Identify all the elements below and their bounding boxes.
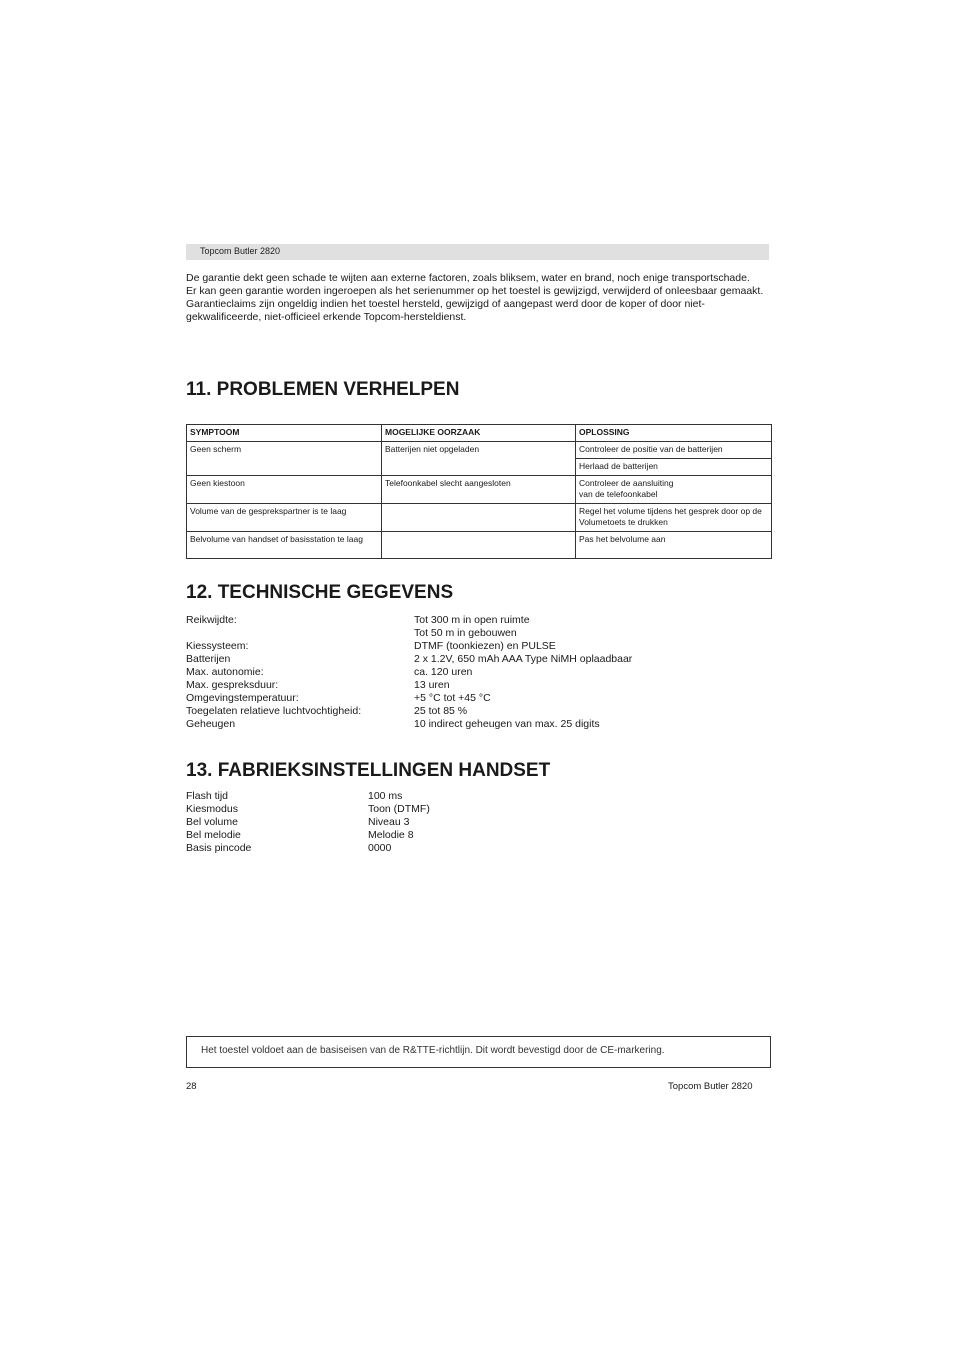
spec-row bbox=[186, 640, 706, 653]
setting-label: Bel melodie bbox=[186, 829, 241, 841]
solution-cell: Controleer de positie van de batterijen bbox=[576, 442, 772, 459]
spec-value: 13 uren bbox=[414, 679, 450, 691]
spec-row bbox=[186, 679, 706, 692]
spec-value: Tot 300 m in open ruimte bbox=[414, 614, 530, 626]
spec-label: Reikwijdte: bbox=[186, 614, 237, 626]
footer-brand: Topcom Butler 2820 bbox=[668, 1081, 753, 1092]
section-12-title: 12. TECHNISCHE GEGEVENS bbox=[186, 582, 454, 603]
spec-label: Geheugen bbox=[186, 718, 236, 730]
symptom-cell: Belvolume van handset of basisstation te laag bbox=[187, 532, 382, 559]
spec-label: Omgevingstemperatuur: bbox=[186, 692, 299, 704]
setting-value: 0000 bbox=[368, 842, 392, 854]
spec-row bbox=[186, 666, 706, 679]
symptom-cell: Geen kiestoon bbox=[187, 476, 382, 504]
spec-value: +5 °C tot +45 °C bbox=[414, 692, 491, 704]
spec-row bbox=[186, 614, 706, 627]
setting-value: Toon (DTMF) bbox=[368, 803, 430, 815]
solution-cell: Herlaad de batterijen bbox=[576, 459, 772, 476]
solution-line: Controleer de aansluiting bbox=[579, 478, 674, 488]
solution-line: van de telefoonkabel bbox=[579, 489, 658, 499]
technical-specs bbox=[186, 614, 706, 731]
troubleshooting-table bbox=[186, 424, 772, 559]
symptom-cell: Geen scherm bbox=[187, 442, 382, 476]
spec-label: Max. autonomie: bbox=[186, 666, 264, 678]
setting-row bbox=[186, 816, 586, 829]
cause-cell bbox=[382, 532, 576, 559]
symptom-cell: Volume van de gesprekspartner is te laag bbox=[187, 504, 382, 532]
spec-row bbox=[186, 653, 706, 666]
spec-row bbox=[186, 627, 706, 640]
setting-label: Bel volume bbox=[186, 816, 238, 828]
spec-label: Toegelaten relatieve luchtvochtigheid: bbox=[186, 705, 362, 717]
header-solution: OPLOSSING bbox=[576, 425, 772, 442]
cause-cell: Batterijen niet opgeladen bbox=[382, 442, 576, 476]
setting-row bbox=[186, 803, 586, 816]
table-row bbox=[187, 476, 772, 504]
spec-value: 10 indirect geheugen van max. 25 digits bbox=[414, 718, 600, 730]
setting-label: Kiesmodus bbox=[186, 803, 238, 815]
setting-value: Niveau 3 bbox=[368, 816, 410, 828]
spec-value: 25 tot 85 % bbox=[414, 705, 468, 717]
cause-cell bbox=[382, 504, 576, 532]
spec-value: Tot 50 m in gebouwen bbox=[414, 627, 517, 639]
setting-label: Flash tijd bbox=[186, 790, 229, 802]
spec-value: DTMF (toonkiezen) en PULSE bbox=[414, 640, 556, 652]
spec-row bbox=[186, 692, 706, 705]
section-13-title: 13. FABRIEKSINSTELLINGEN HANDSET bbox=[186, 760, 551, 781]
factory-settings bbox=[186, 790, 586, 855]
solution-cell: Regel het volume tijdens het gesprek door op de Volumetoets te drukken bbox=[576, 504, 772, 532]
table-header-row bbox=[187, 425, 772, 442]
table-row bbox=[187, 504, 772, 532]
spec-row bbox=[186, 705, 706, 718]
spec-value: 2 x 1.2V, 650 mAh AAA Type NiMH oplaadbaar bbox=[414, 653, 633, 665]
spec-row bbox=[186, 718, 706, 731]
spec-label: Kiessysteem: bbox=[186, 640, 249, 652]
intro-paragraph: Er kan geen garantie worden ingeroepen als het serienummer op het toestel is gewijzigd, verwijderd of onleesbaar gemaakt. bbox=[186, 285, 764, 297]
spec-label: Max. gespreksduur: bbox=[186, 679, 279, 691]
table-row bbox=[187, 442, 772, 459]
setting-row bbox=[186, 829, 586, 842]
spec-label: Batterijen bbox=[186, 653, 231, 665]
compliance-box bbox=[186, 1036, 771, 1068]
section-11-title: 11. PROBLEMEN VERHELPEN bbox=[186, 379, 460, 400]
header-symptom: SYMPTOOM bbox=[187, 425, 382, 442]
setting-label: Basis pincode bbox=[186, 842, 252, 854]
setting-row bbox=[186, 790, 586, 803]
intro-paragraph: Garantieclaims zijn ongeldig indien het toestel hersteld, gewijzigd of aangepast werd door de koper of door niet-gekwalificeerde, niet-officieel erkende Topcom-hersteldienst. bbox=[186, 298, 705, 323]
warranty-text bbox=[186, 272, 771, 324]
intro-paragraph: De garantie dekt geen schade te wijten aan externe factoren, zoals bliksem, water en brand, noch enige transportschade. bbox=[186, 272, 750, 284]
compliance-note: Het toestel voldoet aan de basiseisen van de R&TTE-richtlijn. Dit wordt bevestigd door de CE-markering. bbox=[201, 1045, 665, 1056]
page-number: 28 bbox=[186, 1081, 197, 1092]
cause-cell: Telefoonkabel slecht aangesloten bbox=[382, 476, 576, 504]
solution-cell: Pas het belvolume aan bbox=[576, 532, 772, 559]
setting-value: Melodie 8 bbox=[368, 829, 414, 841]
setting-value: 100 ms bbox=[368, 790, 403, 802]
table-row bbox=[187, 532, 772, 559]
header-cause: MOGELIJKE OORZAAK bbox=[382, 425, 576, 442]
header-brand: Topcom Butler 2820 bbox=[200, 246, 281, 256]
spec-value: ca. 120 uren bbox=[414, 666, 473, 678]
setting-row bbox=[186, 842, 586, 855]
solution-cell bbox=[576, 476, 772, 504]
page-header-bar bbox=[186, 244, 769, 260]
